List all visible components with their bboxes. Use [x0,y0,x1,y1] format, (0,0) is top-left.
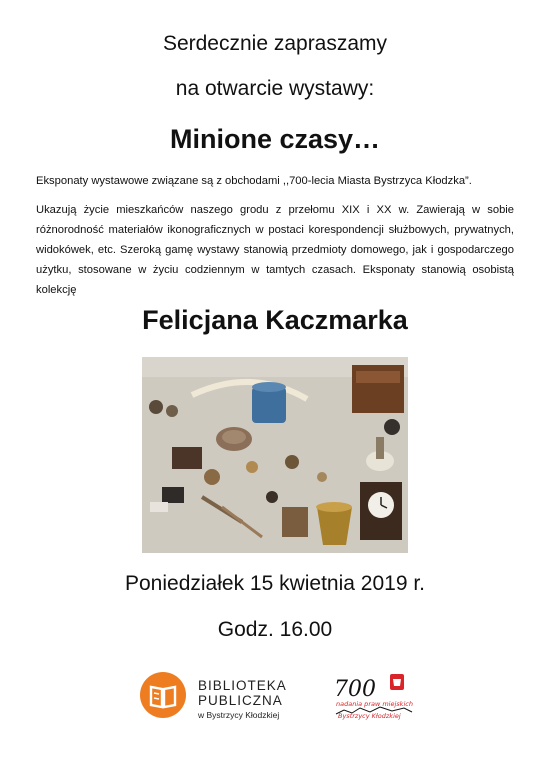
exhibition-photo [142,357,408,553]
event-date: Poniedziałek 15 kwietnia 2019 r. [124,572,426,595]
exhibition-title: Minione czasy… [169,124,381,154]
jubilee-number: 700 [334,677,376,702]
collector-name: Felicjana Kaczmarka [142,305,408,335]
jubilee-text: nadania praw miejskich [336,700,413,708]
invitation-line-1: Serdecznie zapraszamy [162,32,388,55]
library-name-line-2: PUBLICZNA [198,693,283,708]
description-paragraph-1: Eksponaty wystawowe związane są z obchodami ,,700-lecia Miasta Bystrzyca Kłodzka”. [36,175,472,187]
library-name-line-1: BIBLIOTEKA [198,678,287,693]
jubilee-logo [330,670,418,724]
library-location: w Bystrzycy Kłodzkiej [198,710,280,720]
jubilee-city: Bystrzycy Kłodzkiej [338,712,401,720]
event-time: Godz. 16.00 [217,618,333,641]
description-paragraph-2: Ukazują życie mieszkańców naszego grodu z przełomu XIX i XX w. Zawierają w sobie różnorodność materiałów ikonograficznych w postaci korespondencji służbowych, prywatnych, widokówek, etc. Szeroką gamę wystawy stanowią przedmioty domowego, jak i gospodarczego użytku, stosowane w życiu codziennym w tamtych czasach. Eksponaty stanowią osobistą kolekcję [36,204,514,296]
invitation-line-2: na otwarcie wystawy: [175,77,375,100]
library-name [198,678,287,708]
library-logo-icon [139,671,187,719]
